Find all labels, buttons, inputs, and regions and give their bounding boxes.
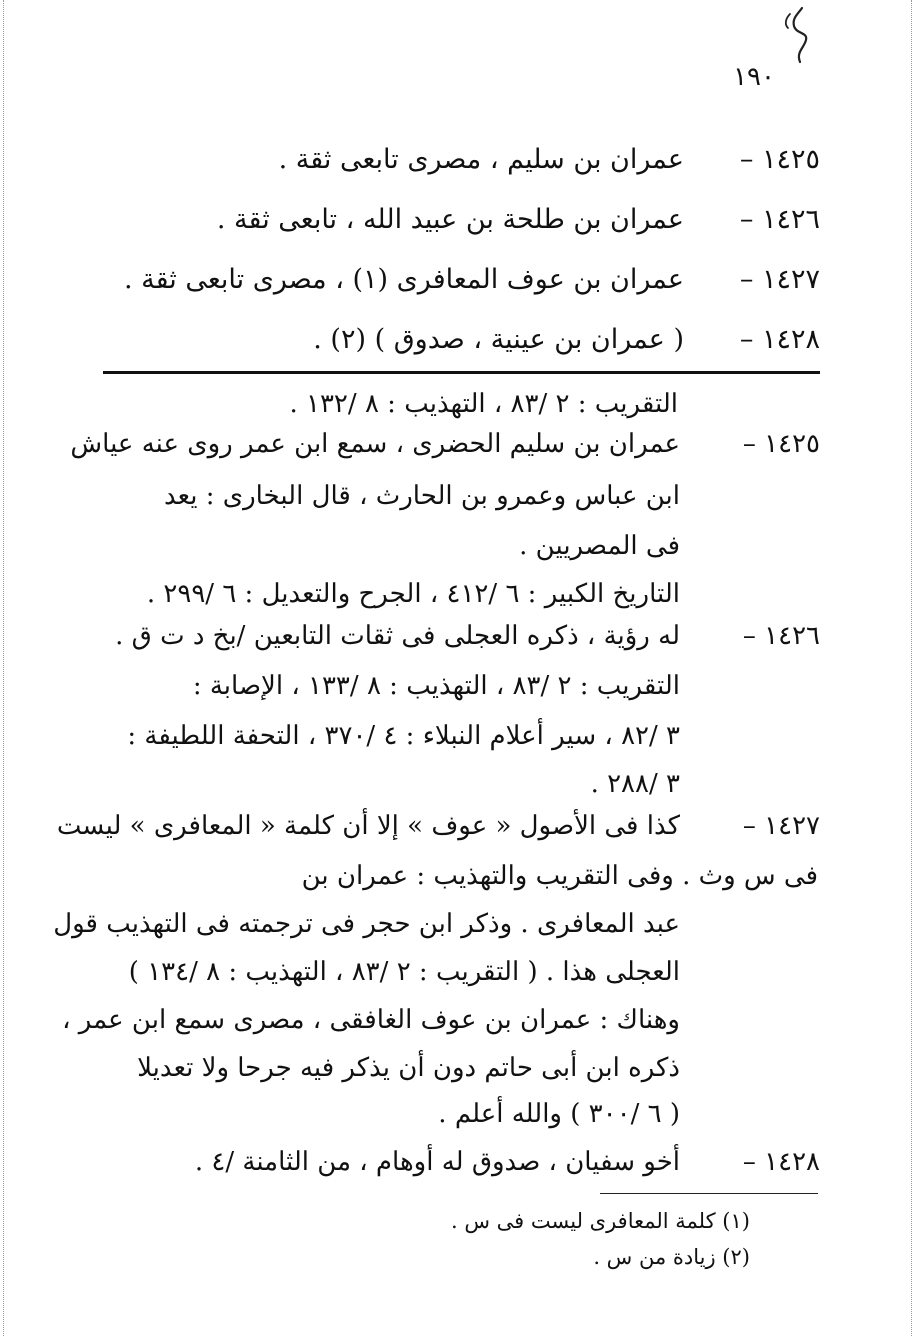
entry-number: ١٤٢٧ – bbox=[739, 264, 820, 295]
note-1427-line: العجلى هذا . ( التقريب : ٢ /٨٣ ، التهذيب : ٨ /١٣٤ ) bbox=[128, 957, 680, 987]
note-1426-line: ٣ /٢٨٨ . bbox=[590, 769, 680, 799]
note-1426-line: له رؤية ، ذكره العجلى فى ثقات التابعين /بخ د ت ق . bbox=[115, 621, 680, 651]
entry-text: ( عمران بن عينية ، صدوق ) (٢) . bbox=[313, 324, 684, 355]
note-number-1427: ١٤٢٧ – bbox=[742, 811, 820, 841]
entry-1428 bbox=[150, 316, 820, 364]
note-1427-line: ( ٦ /٣٠٠ ) والله أعلم . bbox=[438, 1099, 680, 1129]
handwritten-mark-icon bbox=[762, 4, 822, 64]
entry-text: عمران بن عوف المعافرى (١) ، مصرى تابعى ثقة . bbox=[123, 264, 684, 295]
entry-number: ١٤٢٥ – bbox=[739, 144, 820, 175]
page-number: ١٩٠ bbox=[733, 62, 775, 92]
note-1425-line: التاريخ الكبير : ٦ /٤١٢ ، الجرح والتعديل : ٦ /٢٩٩ . bbox=[146, 579, 680, 609]
entry-number: ١٤٢٨ – bbox=[739, 324, 820, 355]
section-divider bbox=[103, 371, 820, 374]
note-number-1428: ١٤٢٨ – bbox=[742, 1147, 820, 1177]
entry-number: ١٤٢٦ – bbox=[739, 204, 820, 235]
entry-1427 bbox=[123, 256, 820, 304]
footnote-1: (١) كلمة المعافرى ليست فى س . bbox=[451, 1209, 750, 1233]
note-1427-line: وهناك : عمران بن عوف الغافقى ، مصرى سمع ابن عمر ، bbox=[62, 1005, 680, 1035]
note-1426-line: التقريب : ٢ /٨٣ ، التهذيب : ٨ /١٣٣ ، الإصابة : bbox=[192, 671, 680, 701]
entry-1426 bbox=[150, 196, 820, 244]
scan-edge-left bbox=[3, 0, 4, 1336]
note-1425-line: عمران بن سليم الحضرى ، سمع ابن عمر روى عنه عياش bbox=[70, 429, 680, 459]
note-1426-line: ٣ /٨٢ ، سير أعلام النبلاء : ٤ /٣٧٠ ، التحفة اللطيفة : bbox=[127, 721, 680, 751]
note-number-1426: ١٤٢٦ – bbox=[742, 621, 820, 651]
footnote-2: (٢) زيادة من س . bbox=[593, 1245, 750, 1269]
note-1425-line: ابن عباس وعمرو بن الحارث ، قال البخارى : يعد bbox=[164, 481, 680, 511]
note-1425-line: فى المصريين . bbox=[519, 531, 680, 561]
entry-text: عمران بن سليم ، مصرى تابعى ثقة . bbox=[278, 144, 684, 175]
note-1427-line: عبد المعافرى . وذكر ابن حجر فى ترجمته فى التهذيب قول bbox=[53, 909, 680, 939]
note-number-1425: ١٤٢٥ – bbox=[742, 429, 820, 459]
note-1428-line: أخو سفيان ، صدوق له أوهام ، من الثامنة /٤ . bbox=[194, 1147, 680, 1177]
note-1427-line: كذا فى الأصول « عوف » إلا أن كلمة « المعافرى » ليست bbox=[56, 811, 680, 841]
entry-text: عمران بن طلحة بن عبيد الله ، تابعى ثقة . bbox=[216, 204, 684, 235]
note-1427-line: ذكره ابن أبى حاتم دون أن يذكر فيه جرحا ولا تعديلا bbox=[137, 1053, 680, 1083]
footnote-divider bbox=[600, 1193, 818, 1194]
note-intro-line: التقريب : ٢ /٨٣ ، التهذيب : ٨ /١٣٢ . bbox=[289, 389, 678, 419]
note-1427-line: فى س وث . وفى التقريب والتهذيب : عمران بن bbox=[301, 861, 818, 891]
entry-1425 bbox=[150, 136, 820, 184]
scan-edge-right bbox=[911, 0, 912, 1336]
